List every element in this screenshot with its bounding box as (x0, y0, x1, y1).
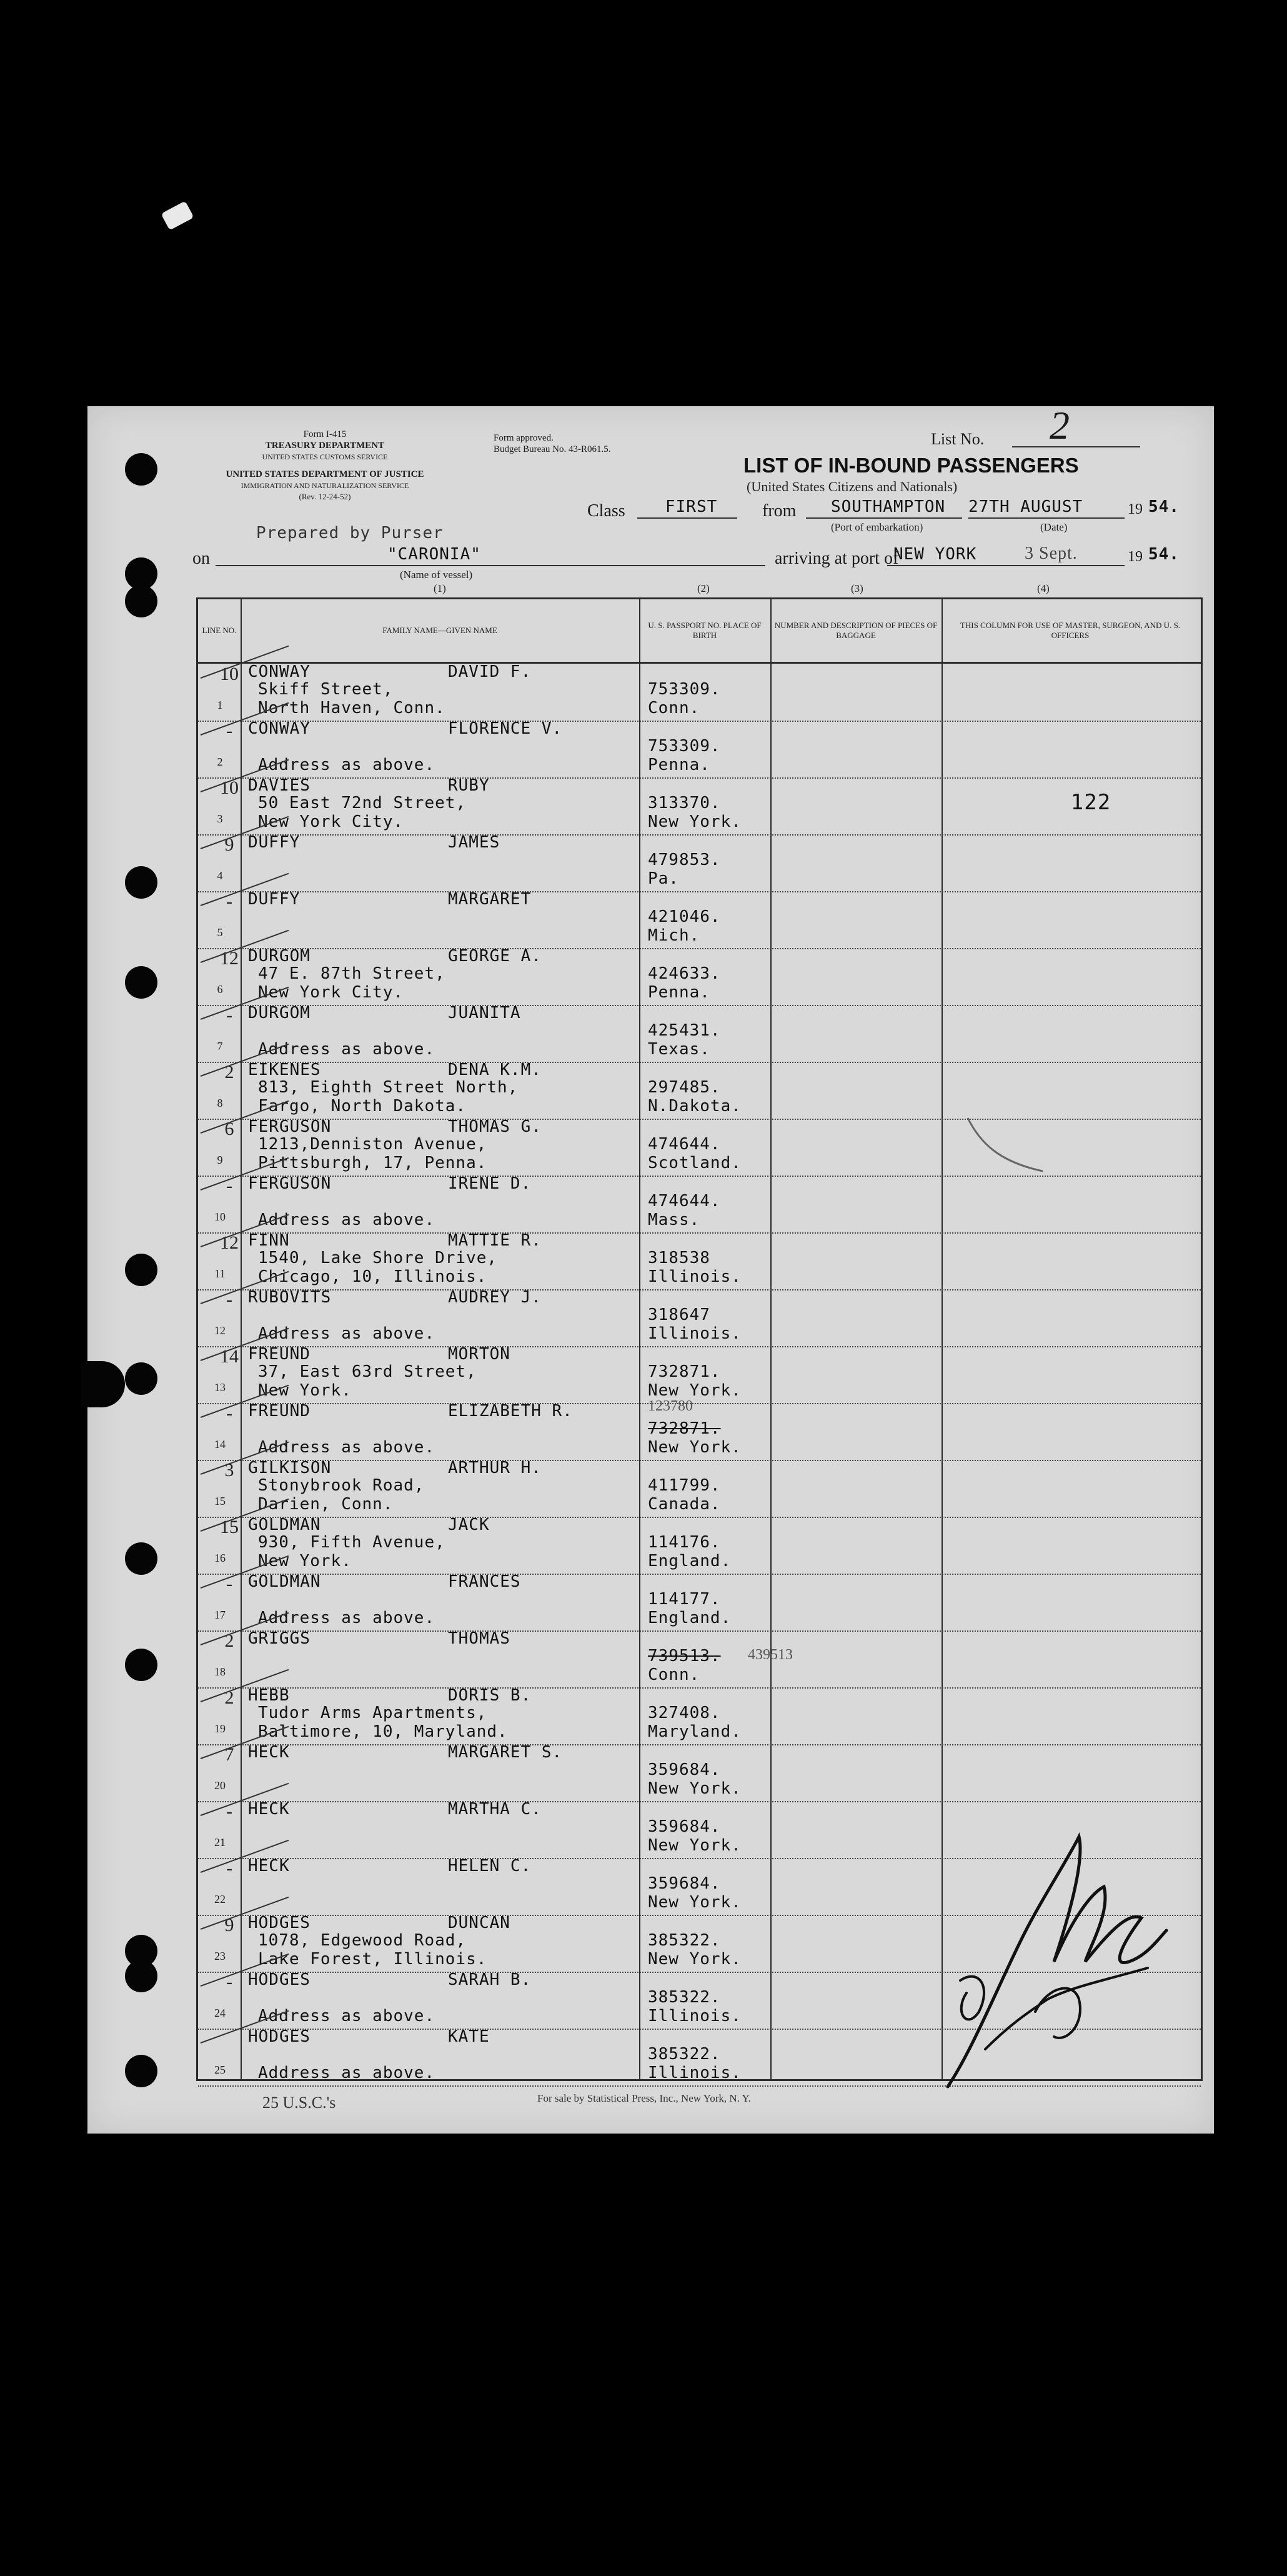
arrival-port: NEW YORK (893, 545, 977, 564)
family-name: HECK (248, 1743, 290, 1762)
baggage-count: 3 (224, 1460, 234, 1480)
given-name: ARTHUR H. (448, 1459, 542, 1477)
given-name: JAMES (448, 833, 500, 852)
passport-number: 385322. (648, 1988, 721, 2007)
approval-line-1: Form approved. (494, 433, 554, 443)
place-of-birth: England. (648, 1609, 732, 1627)
family-name: FERGUSON (248, 1117, 332, 1136)
given-name: THOMAS G. (448, 1117, 542, 1136)
address-line-2: New York. (258, 1552, 352, 1570)
passport-number: 385322. (648, 2045, 721, 2064)
passport-number: 732871. (648, 1362, 721, 1381)
passport-number: 313370. (648, 794, 721, 812)
baggage-count: - (226, 1176, 232, 1196)
punch-hole-5 (125, 966, 157, 999)
punch-hole-3 (125, 585, 157, 617)
address-line-1: 1078, Edgewood Road, (258, 1931, 467, 1950)
passport-number: 753309. (648, 680, 721, 699)
passport-number: 424633. (648, 964, 721, 983)
line-number: 16 (214, 1552, 226, 1564)
place-of-birth: Illinois. (648, 2064, 742, 2082)
list-no-line (1012, 446, 1140, 447)
date-caption: (Date) (1040, 521, 1068, 533)
baggage-count: 6 (224, 1119, 234, 1139)
line-number: 3 (217, 812, 223, 825)
table-row (198, 721, 1201, 779)
place-of-birth: Mass. (648, 1211, 700, 1229)
address-line-2: New York City. (258, 812, 404, 831)
table-row (198, 1574, 1201, 1632)
address-line-2: Fargo, North Dakota. (258, 1097, 467, 1116)
punch-hole-1 (125, 453, 157, 486)
family-name: HODGES (248, 1914, 311, 1932)
passport-number: 327408. (648, 1704, 721, 1722)
line-number: 5 (217, 926, 223, 939)
address-line-1: Skiff Street, (258, 680, 394, 699)
arrival-line (887, 565, 1125, 566)
table-row (198, 1687, 1201, 1745)
address-line-2: Address as above. (258, 1438, 435, 1457)
officer-signature (923, 1824, 1179, 2099)
family-name: DAVIES (248, 776, 311, 795)
given-name: RUBY (448, 776, 490, 795)
baggage-count: - (226, 1858, 232, 1879)
family-name: DURGOM (248, 947, 311, 966)
family-name: GRIGGS (248, 1629, 311, 1648)
family-name: FINN (248, 1231, 290, 1250)
approval-line-2: Budget Bureau No. 43-R061.5. (494, 444, 611, 454)
table-row (198, 664, 1201, 722)
given-name: THOMAS (448, 1629, 510, 1648)
place-of-birth: Conn. (648, 699, 700, 717)
given-name: IRENE D. (448, 1174, 532, 1193)
table-row (198, 1176, 1201, 1234)
address-line-2: Lake Forest, Illinois. (258, 1950, 487, 1969)
address-line-1: Tudor Arms Apartments, (258, 1704, 487, 1722)
departure-date: 27TH AUGUST (968, 497, 1083, 516)
passport-number: 114177. (648, 1590, 721, 1609)
table-row (198, 1119, 1201, 1177)
passport-correction: 123780 (648, 1398, 693, 1414)
arriving-label: arriving at port of (775, 549, 899, 568)
line-number: 15 (214, 1495, 226, 1507)
address-line-1: 50 East 72nd Street, (258, 794, 467, 812)
line-number: 11 (214, 1267, 226, 1280)
place-of-birth: Conn. (648, 1665, 700, 1684)
address-line-2: Address as above. (258, 1040, 435, 1059)
column-number-3: (3) (851, 582, 863, 594)
table-row (198, 891, 1201, 949)
baggage-count: - (226, 721, 232, 741)
table-row (198, 1398, 1201, 1461)
class-label: Class (587, 501, 625, 521)
passport-number: 318647 (648, 1305, 710, 1324)
place-of-birth: New York. (648, 1779, 742, 1798)
manifest-page (87, 403, 1214, 2134)
passport-correction: 439513 (748, 1647, 793, 1663)
baggage-count: 2 (224, 1630, 234, 1651)
column-number-1: (1) (434, 582, 446, 594)
place-of-birth: New York. (648, 812, 742, 831)
passport-number: 425431. (648, 1021, 721, 1040)
table-row (198, 1517, 1201, 1575)
line-number: 10 (214, 1211, 226, 1223)
vessel-caption: (Name of vessel) (400, 569, 473, 581)
passenger-table (196, 597, 1203, 2081)
prepared-by: Prepared by Purser (256, 524, 444, 542)
address-line-2: Pittsburgh, 17, Penna. (258, 1154, 487, 1172)
baggage-count: 9 (224, 1915, 234, 1935)
passport-number: 732871. (648, 1419, 721, 1438)
baggage-count: - (226, 1801, 232, 1822)
line-number: 25 (214, 2064, 226, 2076)
place-of-birth: New York. (648, 1381, 742, 1400)
line-number: 24 (214, 2007, 226, 2019)
place-of-birth: New York. (648, 1836, 742, 1855)
line-number: 7 (217, 1040, 223, 1052)
table-row (198, 948, 1201, 1006)
given-name: DAVID F. (448, 662, 532, 681)
address-line-1: 1540, Lake Shore Drive, (258, 1249, 498, 1267)
passport-number: 359684. (648, 1874, 721, 1893)
address-line-2: Address as above. (258, 2007, 435, 2025)
given-name: DENA K.M. (448, 1061, 542, 1079)
address-line-2: Address as above. (258, 2064, 435, 2082)
address-line-1: 930, Fifth Avenue, (258, 1533, 445, 1552)
header-officers: THIS COLUMN FOR USE OF MASTER, SURGEON, AND U. S. OFFICERS (960, 621, 1181, 640)
baggage-count: 2 (224, 1062, 234, 1082)
baggage-count: - (226, 1574, 232, 1594)
place-of-birth: England. (648, 1552, 732, 1570)
address-line-2: Address as above. (258, 1211, 435, 1229)
table-row (198, 1630, 1201, 1689)
passport-number: 411799. (648, 1476, 721, 1495)
address-line-1: Stonybrook Road, (258, 1476, 425, 1495)
passport-number: 474644. (648, 1135, 721, 1154)
film-smudge (161, 201, 194, 230)
address-line-1: 1213,Denniston Avenue, (258, 1135, 487, 1154)
passport-number: 739513. (648, 1647, 721, 1665)
family-name: DUFFY (248, 890, 301, 909)
address-line-2: Darien, Conn. (258, 1495, 394, 1514)
place-of-birth: New York. (648, 1950, 742, 1969)
given-name: JACK (448, 1515, 490, 1534)
form-number: Form I-415 (303, 429, 347, 439)
passport-number: 359684. (648, 1817, 721, 1836)
passport-number: 297485. (648, 1078, 721, 1097)
baggage-count: - (226, 1403, 232, 1424)
address-line-2: North Haven, Conn. (258, 699, 445, 717)
line-number: 17 (214, 1609, 226, 1621)
place-of-birth: Penna. (648, 983, 710, 1002)
given-name: FRANCES (448, 1572, 521, 1591)
address-line-1: 37, East 63rd Street, (258, 1362, 477, 1381)
passport-number: 474644. (648, 1192, 721, 1211)
from-label: from (762, 501, 797, 521)
baggage-count: 9 (224, 834, 234, 855)
line-number: 6 (217, 983, 223, 996)
dept-line-4: IMMIGRATION AND NATURALIZATION SERVICE (241, 481, 409, 490)
list-no-label: List No. (931, 430, 985, 448)
place-of-birth: Texas. (648, 1040, 710, 1059)
given-name: JUANITA (448, 1004, 521, 1022)
header-name: FAMILY NAME—GIVEN NAME (382, 626, 497, 635)
address-line-2: Address as above. (258, 1324, 435, 1343)
family-name: RUBOVITS (248, 1288, 332, 1307)
address-line-2: Baltimore, 10, Maryland. (258, 1722, 508, 1741)
baggage-count: - (226, 1005, 232, 1026)
place-of-birth: Canada. (648, 1495, 721, 1514)
given-name: ELIZABETH R. (448, 1402, 573, 1420)
given-name: MARGARET (448, 890, 532, 909)
column-number-2: (2) (697, 582, 710, 594)
baggage-count: 12 (220, 948, 239, 969)
line-number: 23 (214, 1950, 226, 1962)
given-name: MARGARET S. (448, 1743, 563, 1762)
form-title: LIST OF IN-BOUND PASSENGERS (743, 454, 1079, 477)
torn-edge (81, 1361, 125, 1407)
table-row (198, 1346, 1201, 1404)
passport-number: 753309. (648, 737, 721, 756)
line-number: 12 (214, 1324, 226, 1337)
vessel-name: "CARONIA" (387, 545, 481, 564)
punch-hole-11 (125, 1960, 157, 1992)
place-of-birth: Scotland. (648, 1154, 742, 1172)
given-name: HELEN C. (448, 1857, 532, 1875)
baggage-count: 12 (220, 1232, 239, 1253)
line-number: 4 (217, 869, 223, 882)
place-of-birth: Illinois. (648, 1267, 742, 1286)
family-name: HODGES (248, 2027, 311, 2046)
given-name: AUDREY J. (448, 1288, 542, 1307)
passport-number: 359684. (648, 1760, 721, 1779)
line-number: 9 (217, 1154, 223, 1166)
baggage-count: 10 (220, 777, 239, 798)
line-number: 13 (214, 1381, 226, 1394)
family-name: HEBB (248, 1686, 290, 1705)
table-row (198, 834, 1201, 892)
list-no-value: 2 (1050, 403, 1070, 447)
address-line-2: Address as above. (258, 756, 435, 774)
baggage-count: 14 (220, 1346, 239, 1367)
line-number: 22 (214, 1893, 226, 1905)
address-line-1: 47 E. 87th Street, (258, 964, 445, 983)
baggage-count: - (226, 1289, 232, 1310)
family-name: GILKISON (248, 1459, 332, 1477)
given-name: DORIS B. (448, 1686, 532, 1705)
place-of-birth: Illinois. (648, 2007, 742, 2025)
family-name: HECK (248, 1800, 290, 1819)
header-line-no: LINE NO. (202, 626, 237, 635)
year-prefix-2: 19 (1128, 549, 1143, 565)
place-of-birth: Illinois. (648, 1324, 742, 1343)
family-name: EIKENES (248, 1061, 321, 1079)
family-name: GOLDMAN (248, 1515, 321, 1534)
line-number: 14 (214, 1438, 226, 1450)
family-name: CONWAY (248, 719, 311, 738)
line-number: 20 (214, 1779, 226, 1792)
punch-hole-8 (125, 1542, 157, 1575)
header-passport: U. S. PASSPORT NO. PLACE OF BIRTH (648, 621, 762, 640)
column-number-4: (4) (1037, 582, 1050, 594)
punch-hole-12 (125, 2055, 157, 2087)
table-row (198, 1232, 1201, 1290)
baggage-count: 7 (224, 1744, 234, 1765)
place-of-birth: N.Dakota. (648, 1097, 742, 1116)
port-of-embarkation: SOUTHAMPTON (831, 497, 946, 516)
punch-hole-7 (125, 1362, 157, 1395)
address-line-1: 813, Eighth Street North, (258, 1078, 519, 1097)
address-line-2: Chicago, 10, Illinois. (258, 1267, 487, 1286)
footer-printer: For sale by Statistical Press, Inc., New York, N. Y. (537, 2092, 751, 2104)
year-suffix-2: 54. (1148, 545, 1180, 564)
address-line-2: New York City. (258, 983, 404, 1002)
on-label: on (192, 549, 210, 568)
officer-note: 122 (1070, 790, 1111, 815)
family-name: FERGUSON (248, 1174, 332, 1193)
baggage-count: 15 (220, 1517, 239, 1537)
family-name: FREUND (248, 1402, 311, 1420)
given-name: MARTHA C. (448, 1800, 542, 1819)
dept-line-2: UNITED STATES CUSTOMS SERVICE (262, 452, 388, 461)
place-of-birth: Penna. (648, 756, 710, 774)
line-number: 1 (217, 699, 223, 711)
place-of-birth: Mich. (648, 926, 700, 945)
baggage-count: 2 (224, 1687, 234, 1708)
given-name: DUNCAN (448, 1914, 510, 1932)
given-name: GEORGE A. (448, 947, 542, 966)
given-name: SARAH B. (448, 1970, 532, 1989)
line-number: 2 (217, 756, 223, 768)
family-name: DUFFY (248, 833, 301, 852)
table-row (198, 1062, 1201, 1120)
port-caption: (Port of embarkation) (831, 521, 923, 533)
passport-number: 114176. (648, 1533, 721, 1552)
place-of-birth: New York. (648, 1438, 742, 1457)
family-name: CONWAY (248, 662, 311, 681)
address-line-2: Address as above. (258, 1609, 435, 1627)
table-row (198, 1460, 1201, 1518)
form-subtitle: (United States Citizens and Nationals) (747, 479, 958, 494)
address-line-2: New York. (258, 1381, 352, 1400)
table-row (198, 1289, 1201, 1347)
punch-hole-4 (125, 866, 157, 899)
given-name: KATE (448, 2027, 490, 2046)
line-number: 18 (214, 1665, 226, 1678)
year-prefix-1: 19 (1128, 501, 1143, 517)
given-name: FLORENCE V. (448, 719, 563, 738)
date-line (968, 517, 1125, 519)
table-row (198, 1005, 1201, 1063)
arrival-date: 3 Sept. (1025, 544, 1078, 563)
header-baggage: NUMBER AND DESCRIPTION OF PIECES OF BAGGAGE (774, 621, 938, 640)
punch-hole-6 (125, 1254, 157, 1286)
vessel-line (216, 565, 765, 566)
family-name: FREUND (248, 1345, 311, 1364)
dept-line-1: TREASURY DEPARTMENT (265, 441, 385, 451)
given-name: MATTIE R. (448, 1231, 542, 1250)
passport-number: 385322. (648, 1931, 721, 1950)
dept-line-3: UNITED STATES DEPARTMENT OF JUSTICE (226, 469, 424, 479)
line-number: 21 (214, 1836, 226, 1849)
line-number: 19 (214, 1722, 226, 1735)
baggage-count: - (226, 1972, 232, 1992)
passport-number: 479853. (648, 851, 721, 869)
passport-number: 421046. (648, 907, 721, 926)
dept-line-5: (Rev. 12-24-52) (299, 492, 351, 501)
family-name: HECK (248, 1857, 290, 1875)
family-name: DURGOM (248, 1004, 311, 1022)
pencil-tick (962, 1112, 1049, 1174)
punch-hole-9 (125, 1649, 157, 1681)
family-name: HODGES (248, 1970, 311, 1989)
place-of-birth: New York. (648, 1893, 742, 1912)
baggage-count: - (226, 891, 232, 912)
footer-count: 25 U.S.C.'s (262, 2094, 336, 2112)
place-of-birth: Maryland. (648, 1722, 742, 1741)
port-line (806, 517, 962, 519)
place-of-birth: Pa. (648, 869, 679, 888)
given-name: MORTON (448, 1345, 510, 1364)
passport-number: 318538 (648, 1249, 710, 1267)
family-name: GOLDMAN (248, 1572, 321, 1591)
table-row (198, 777, 1201, 836)
year-suffix-1: 54. (1148, 497, 1180, 516)
class-line (637, 517, 737, 519)
baggage-count: 10 (220, 664, 239, 684)
table-row (198, 1744, 1201, 1802)
class-value: FIRST (665, 497, 718, 516)
line-number: 8 (217, 1097, 223, 1109)
